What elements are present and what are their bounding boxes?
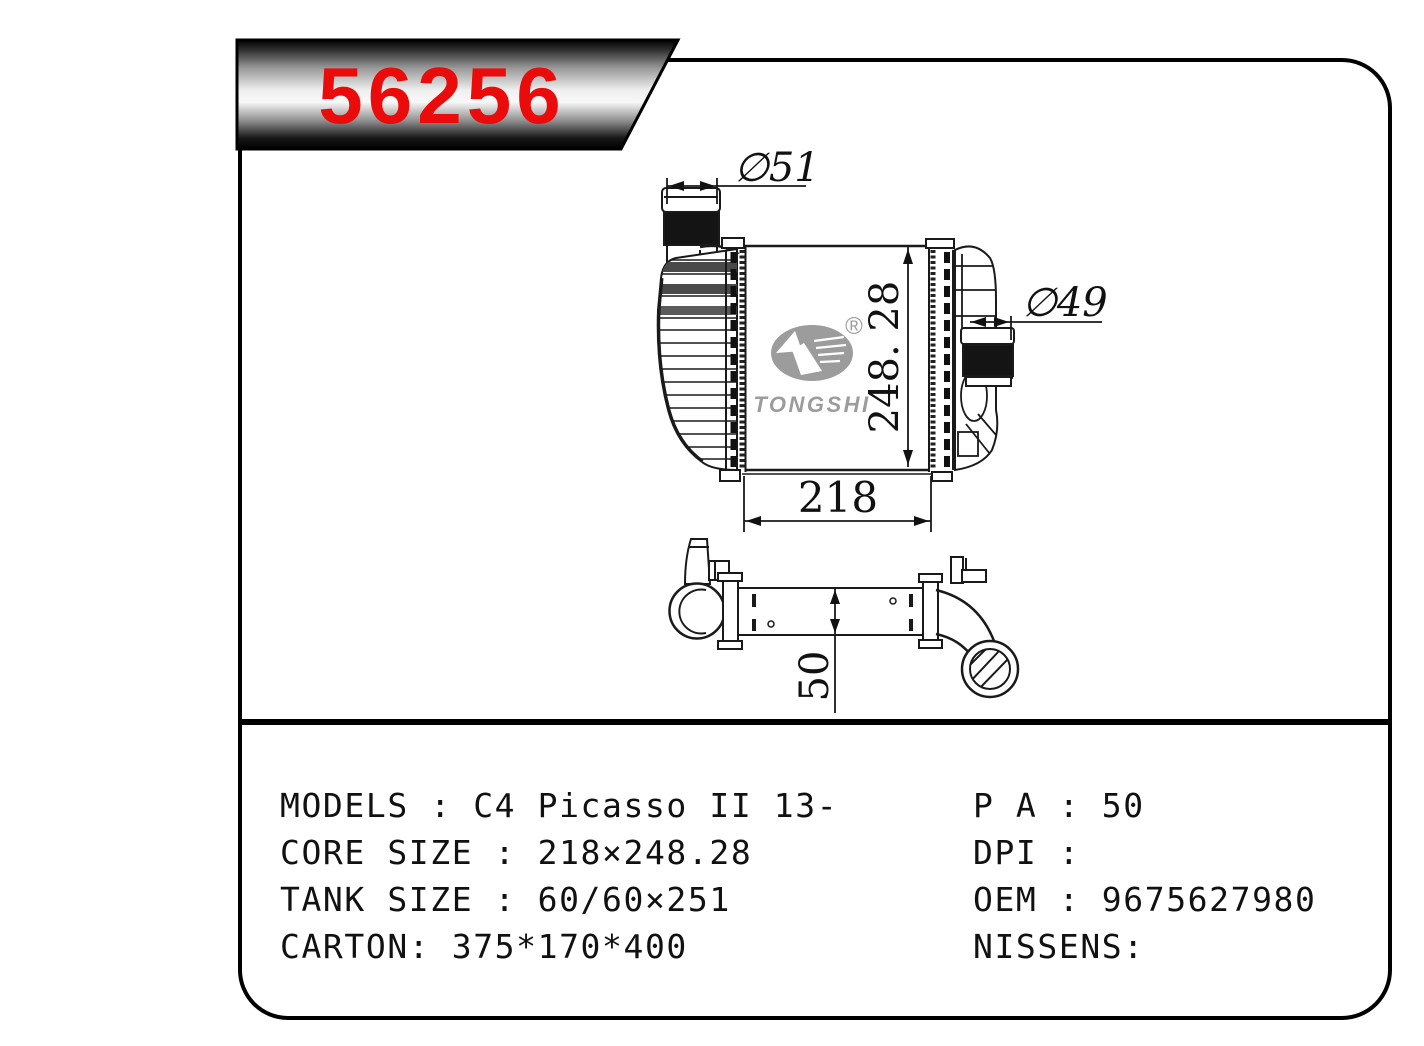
part-number: 56256 — [318, 51, 566, 140]
spec-dpi: DPI : — [973, 833, 1081, 872]
dim-label-right-port-diameter: ∅49 — [1022, 280, 1108, 326]
registered-mark: ® — [845, 313, 863, 340]
dim-label-top-port-diameter: ∅51 — [734, 145, 820, 191]
sheet-border — [240, 60, 1390, 1018]
section-divider — [240, 719, 1390, 725]
bottom-view — [670, 539, 1019, 713]
spec-pa: P A : 50 — [973, 786, 1145, 825]
spec-core-size: CORE SIZE : 218×248.28 — [280, 833, 753, 872]
spec-nissens: NISSENS: — [973, 927, 1145, 966]
tongshi-wordmark: TONGSHI — [753, 392, 871, 417]
spec-tank-size: TANK SIZE : 60/60×251 — [280, 880, 731, 919]
tongshi-logo — [753, 313, 870, 417]
spec-oem: OEM : 9675627980 — [973, 880, 1317, 919]
dim-label-tube-depth: 50 — [792, 650, 838, 702]
dim-label-core-width: 218 — [797, 473, 879, 522]
left-tank — [648, 249, 745, 470]
front-view — [648, 145, 1108, 532]
dim-label-core-height: 248. 28 — [862, 280, 908, 434]
spec-carton: CARTON: 375*170*400 — [280, 927, 688, 966]
spec-models: MODELS : C4 Picasso II 13- — [280, 786, 839, 825]
right-port — [961, 328, 1014, 386]
part-number-banner — [237, 40, 678, 149]
